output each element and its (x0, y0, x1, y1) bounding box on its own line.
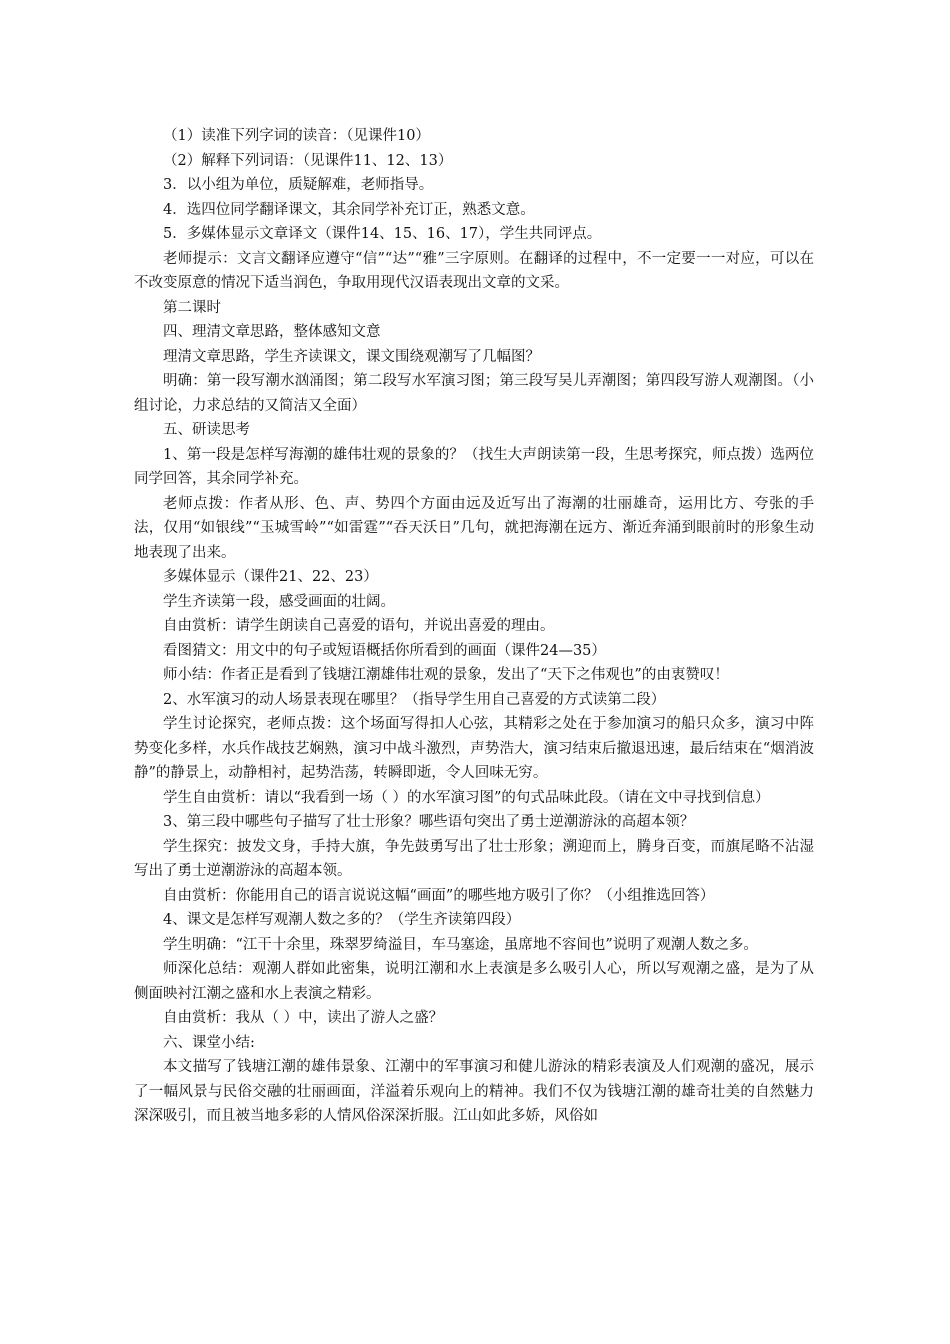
paragraph: 学生讨论探究，老师点拨：这个场面写得扣人心弦，其精彩之处在于参加演习的船只众多，演习中阵势变化多样，水兵作战技艺娴熟，演习中战斗激烈，声势浩大，演习结束后撤退迅速，最后结束在“烟消波静”的静景上，动静相衬，起势浩荡，转瞬即逝，令人回味无穷。 (134, 716, 814, 781)
paragraph: 多媒体显示（课件21、22、23） (163, 569, 378, 585)
paragraph: 本文描写了钱塘江潮的雄伟景象、江潮中的军事演习和健儿游泳的精彩表演及人们观潮的盛况，展示了一幅风景与民俗交融的壮丽画面，洋溢着乐观向上的精神。我们不仅为钱塘江潮的雄奇壮美的自然魅力深深吸引，而且被当地多彩的人情风俗深深折服。江山如此多娇，风俗如 (134, 1059, 814, 1124)
paragraph: 师小结：作者正是看到了钱塘江潮雄伟壮观的景象，发出了“天下之伟观也”的由衷赞叹！ (163, 667, 729, 683)
paragraph: 理清文章思路，学生齐读课文，课文围绕观潮写了几幅图？ (163, 348, 540, 365)
paragraph: （1）读准下列字词的读音：（见课件10） (163, 128, 430, 144)
paragraph: 看图猜文：用文中的句子或短语概括你所看到的画面（课件24—35） (163, 642, 606, 659)
paragraph: 明确：第一段写潮水汹涌图；第二段写水军演习图；第三段写吴儿弄潮图；第四段写游人观潮图。（小组讨论，力求总结的又简洁又全面） (134, 373, 814, 414)
paragraph: 学生齐读第一段，感受画面的壮阔。 (163, 593, 395, 610)
paragraph: 2、水军演习的动人场景表现在哪里？（指导学生用自己喜爱的方式读第二段） (163, 691, 666, 708)
paragraph: 4、课文是怎样写观潮人数之多的？（学生齐读第四段） (163, 912, 521, 928)
section-heading: 六、课堂小结: (163, 1034, 255, 1051)
paragraph: 3．以小组为单位，质疑解难，老师指导。 (163, 177, 434, 193)
section-heading: 五、研读思考 (163, 422, 250, 438)
section-heading: 四、理清文章思路，整体感知文意 (163, 324, 381, 340)
paragraph: 学生明确：“江干十余里，珠翠罗绮溢目，车马塞途，虽席地不容间也”说明了观潮人数之多。 (163, 936, 758, 953)
paragraph: 4．选四位同学翻译课文，其余同学补充订正，熟悉文意。 (163, 201, 535, 218)
paragraph: 老师点拨：作者从形、色、声、势四个方面由远及近写出了海潮的壮丽雄奇，运用比方、夸张的手法，仅用“如银线”“玉城雪岭”“如雷霆”“吞天沃日”几句，就把海潮在远方、渐近奔涌到眼前时的形象生动地表现了出来。 (134, 495, 814, 561)
paragraph: 1、第一段是怎样写海潮的雄伟壮观的景象的？（找生大声朗读第一段，生思考探究，师点拨）选两位同学回答，其余同学补充。 (134, 446, 814, 487)
section-heading: 第二课时 (163, 299, 221, 316)
paragraph: 师深化总结：观潮人群如此密集，说明江潮和水上表演是多么吸引人心，所以写观潮之盛，是为了从侧面映衬江潮之盛和水上表演之精彩。 (134, 961, 814, 1002)
document-body (134, 124, 814, 1129)
paragraph: 自由赏析：请学生朗读自己喜爱的语句，并说出喜爱的理由。 (163, 618, 555, 634)
paragraph: 5．多媒体显示文章译文（课件14、15、16、17），学生共同评点。 (163, 226, 602, 242)
paragraph: 学生自由赏析：请以“我看到一场（ ）的水军演习图”的句式品味此段。（请在文中寻找到信息） (163, 789, 770, 806)
paragraph: 学生探究：披发文身，手持大旗，争先鼓勇写出了壮士形象；溯迎而上，腾身百变，而旗尾略不沾湿写出了勇士逆潮游泳的高超本领。 (134, 838, 814, 879)
paragraph: 3、第三段中哪些句子描写了壮士形象？哪些语句突出了勇士逆潮游泳的高超本领？ (163, 814, 695, 830)
paragraph: 自由赏析：你能用自己的语言说说这幅“画面”的哪些地方吸引了你？（小组推选回答） (163, 887, 715, 904)
paragraph: （2）解释下列词语：（见课件11、12、13） (163, 152, 453, 169)
paragraph: 自由赏析：我从（ ）中，读出了游人之盛？ (163, 1010, 444, 1026)
paragraph: 老师提示：文言文翻译应遵守“信”“达”“雅”三字原则。在翻译的过程中，不一定要一一对应，可以在不改变原意的情况下适当润色，争取用现代汉语表现出文章的文采。 (134, 250, 814, 291)
